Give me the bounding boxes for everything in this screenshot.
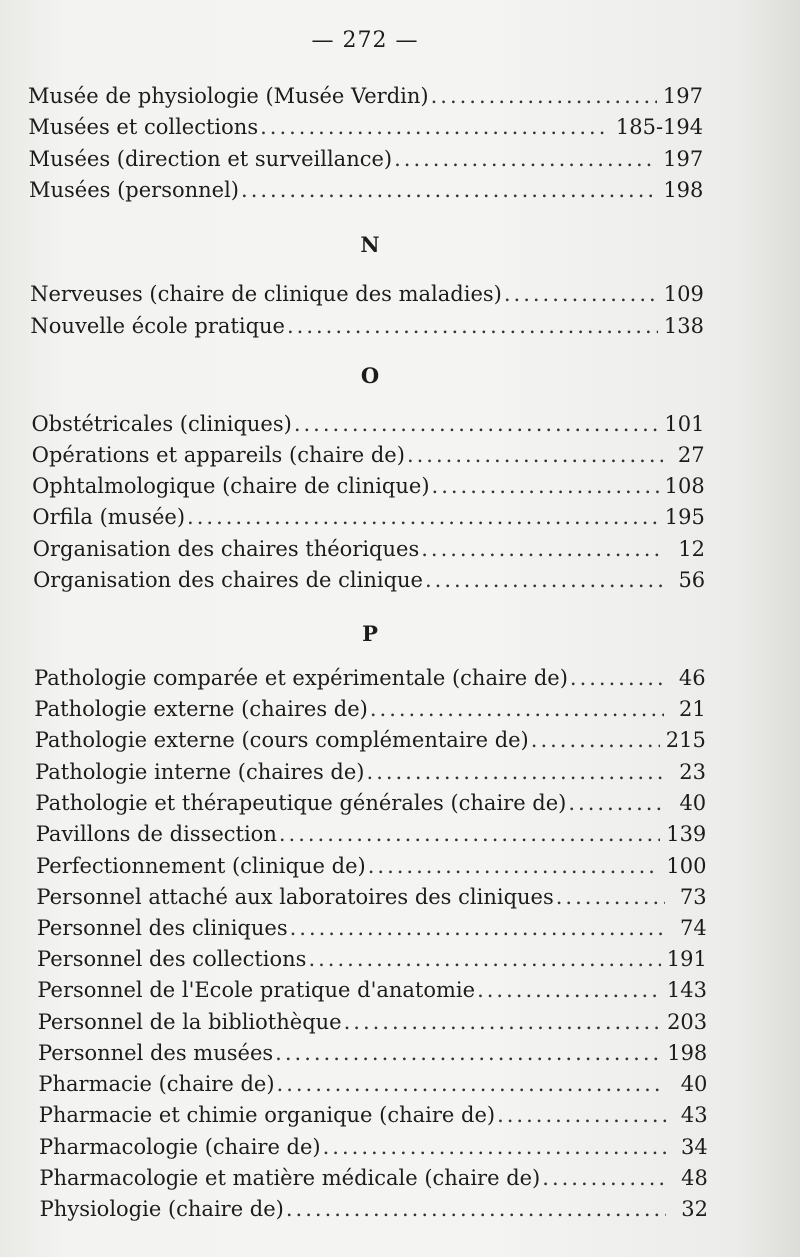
entry-page-number: 101 — [664, 412, 705, 436]
index-entry — [39, 1164, 708, 1192]
entry-page-number: 203 — [667, 1010, 708, 1034]
entry-label: Pharmacie (chaire de) — [38, 1072, 275, 1096]
index-entry — [31, 410, 704, 438]
index-entry — [35, 726, 706, 754]
index-entry — [33, 535, 705, 563]
entry-label: Pharmacologie et matière médicale (chaire de) — [39, 1166, 541, 1190]
entry-label: Musées et collections — [28, 115, 259, 139]
dot-leader — [407, 441, 663, 469]
entry-page-number: 46 — [678, 666, 706, 690]
entry-page-number: 139 — [666, 822, 707, 846]
entry-label: Personnel des cliniques — [36, 916, 288, 940]
entry-label: Pharmacie et chimie organique (chaire de) — [38, 1103, 496, 1127]
dot-leader — [290, 914, 665, 942]
entry-label: Pathologie interne (chaires de) — [35, 760, 365, 784]
entry-label: Pharmacologie (chaire de) — [39, 1135, 321, 1159]
index-entry — [35, 789, 706, 817]
dot-leader — [421, 535, 663, 563]
index-entry — [36, 883, 706, 911]
index-entry — [36, 852, 706, 880]
entry-label: Ophtalmologique (chaire de clinique) — [32, 474, 430, 498]
dot-leader — [556, 883, 665, 911]
index-entry — [28, 82, 703, 110]
entry-label: Nouvelle école pratique — [30, 314, 285, 338]
entry-page-number: 185-194 — [615, 115, 704, 139]
section-letter-n: N — [360, 232, 380, 257]
dot-leader — [187, 503, 659, 531]
index-entry — [39, 1101, 708, 1129]
dot-leader — [368, 852, 661, 880]
dot-leader — [279, 820, 660, 848]
entry-label: Personnel de la bibliothèque — [37, 1010, 342, 1034]
index-entry — [39, 1133, 708, 1161]
entry-label: Physiologie (chaire de) — [39, 1197, 284, 1221]
entry-page-number: 197 — [663, 147, 704, 171]
dot-leader — [570, 664, 664, 692]
index-entry — [30, 280, 704, 308]
dot-leader — [367, 758, 665, 786]
dot-leader — [531, 726, 660, 754]
dot-leader — [432, 472, 659, 500]
entry-page-number: 191 — [666, 947, 707, 971]
index-entry — [35, 758, 706, 786]
entry-label: Personnel attaché aux laboratoires des cliniques — [36, 885, 554, 909]
entry-label: Organisation des chaires théoriques — [32, 537, 420, 561]
index-entry — [33, 566, 705, 594]
dot-leader — [497, 1101, 665, 1129]
entry-label: Orfila (musée) — [32, 505, 186, 529]
dot-leader — [294, 410, 659, 438]
index-entry — [38, 1070, 707, 1098]
dot-leader — [370, 695, 664, 723]
entry-page-number: 197 — [662, 84, 703, 108]
entry-page-number: 12 — [678, 537, 706, 561]
entry-page-number: 21 — [679, 697, 706, 721]
entry-page-number: 108 — [664, 474, 705, 498]
dot-leader — [260, 113, 610, 141]
entry-label: Perfectionnement (clinique de) — [36, 854, 366, 878]
entry-label: Personnel des musées — [38, 1041, 274, 1065]
entry-page-number: 100 — [666, 854, 707, 878]
dot-leader — [431, 82, 657, 110]
section-letter-o: O — [360, 363, 380, 388]
dot-leader — [542, 1164, 666, 1192]
entry-page-number: 109 — [663, 282, 704, 306]
entry-page-number: 23 — [679, 760, 707, 784]
index-entry — [32, 503, 704, 531]
entry-label: Musées (personnel) — [28, 178, 240, 202]
entry-page-number: 48 — [681, 1166, 708, 1190]
entry-page-number: 195 — [664, 505, 705, 529]
entry-page-number: 27 — [677, 443, 705, 467]
entry-page-number: 56 — [678, 568, 706, 592]
index-entry — [38, 1039, 707, 1067]
index-entry — [29, 145, 704, 173]
index-entry — [32, 472, 705, 500]
dot-leader — [241, 176, 657, 204]
index-entry — [40, 1195, 708, 1223]
page-number: — 272 — — [311, 28, 419, 53]
entry-page-number: 32 — [681, 1197, 708, 1221]
dot-leader — [277, 1070, 666, 1098]
entry-page-number: 138 — [663, 314, 705, 338]
index-entry — [34, 664, 706, 692]
dot-leader — [323, 1133, 666, 1161]
index-entry — [34, 695, 705, 723]
entry-label: Pathologie comparée et expérimentale (chaire de) — [34, 666, 568, 690]
index-entry — [32, 441, 705, 469]
entry-label: Obstétricales (cliniques) — [31, 412, 292, 436]
entry-page-number: 215 — [665, 728, 706, 752]
dot-leader — [275, 1039, 661, 1067]
dot-leader — [287, 312, 658, 340]
entry-page-number: 34 — [680, 1135, 708, 1159]
dot-leader — [308, 945, 660, 973]
entry-page-number: 40 — [679, 791, 707, 815]
entry-label: Pavillons de dissection — [35, 822, 277, 846]
entry-page-number: 43 — [680, 1103, 708, 1127]
entry-page-number: 198 — [667, 1041, 708, 1065]
entry-label: Musées (direction et surveillance) — [28, 147, 393, 171]
index-entry — [30, 312, 704, 340]
dot-leader — [568, 789, 664, 817]
index-entry — [37, 945, 707, 973]
entry-label: Nerveuses (chaire de clinique des maladies) — [30, 282, 502, 306]
dot-leader — [394, 145, 657, 173]
entry-label: Pathologie externe (cours complémentaire de) — [34, 728, 529, 752]
entry-label: Opérations et appareils (chaire de) — [31, 443, 405, 467]
dot-leader — [477, 976, 661, 1004]
entry-page-number: 198 — [663, 178, 704, 202]
entry-label: Organisation des chaires de clinique — [33, 568, 423, 592]
index-entry — [37, 914, 707, 942]
index-entry — [37, 976, 707, 1004]
dot-leader — [286, 1195, 666, 1223]
section-letter-p: P — [362, 621, 378, 646]
entry-label: Musée de physiologie (Musée Verdin) — [28, 84, 429, 108]
dot-leader — [504, 280, 658, 308]
dot-leader — [425, 566, 663, 594]
index-entry — [36, 820, 707, 848]
index-entry — [29, 176, 703, 204]
entry-label: Personnel des collections — [37, 947, 307, 971]
entry-page-number: 143 — [666, 978, 707, 1002]
entry-label: Personnel de l'Ecole pratique d'anatomie — [37, 978, 476, 1002]
entry-page-number: 73 — [679, 885, 707, 909]
index-entry — [38, 1008, 707, 1036]
entry-label: Pathologie externe (chaires de) — [34, 697, 368, 721]
entry-page-number: 40 — [680, 1072, 708, 1096]
dot-leader — [344, 1008, 661, 1036]
entry-page-number: 74 — [680, 916, 707, 940]
index-entry — [28, 113, 703, 141]
entry-label: Pathologie et thérapeutique générales (chaire de) — [35, 791, 567, 815]
